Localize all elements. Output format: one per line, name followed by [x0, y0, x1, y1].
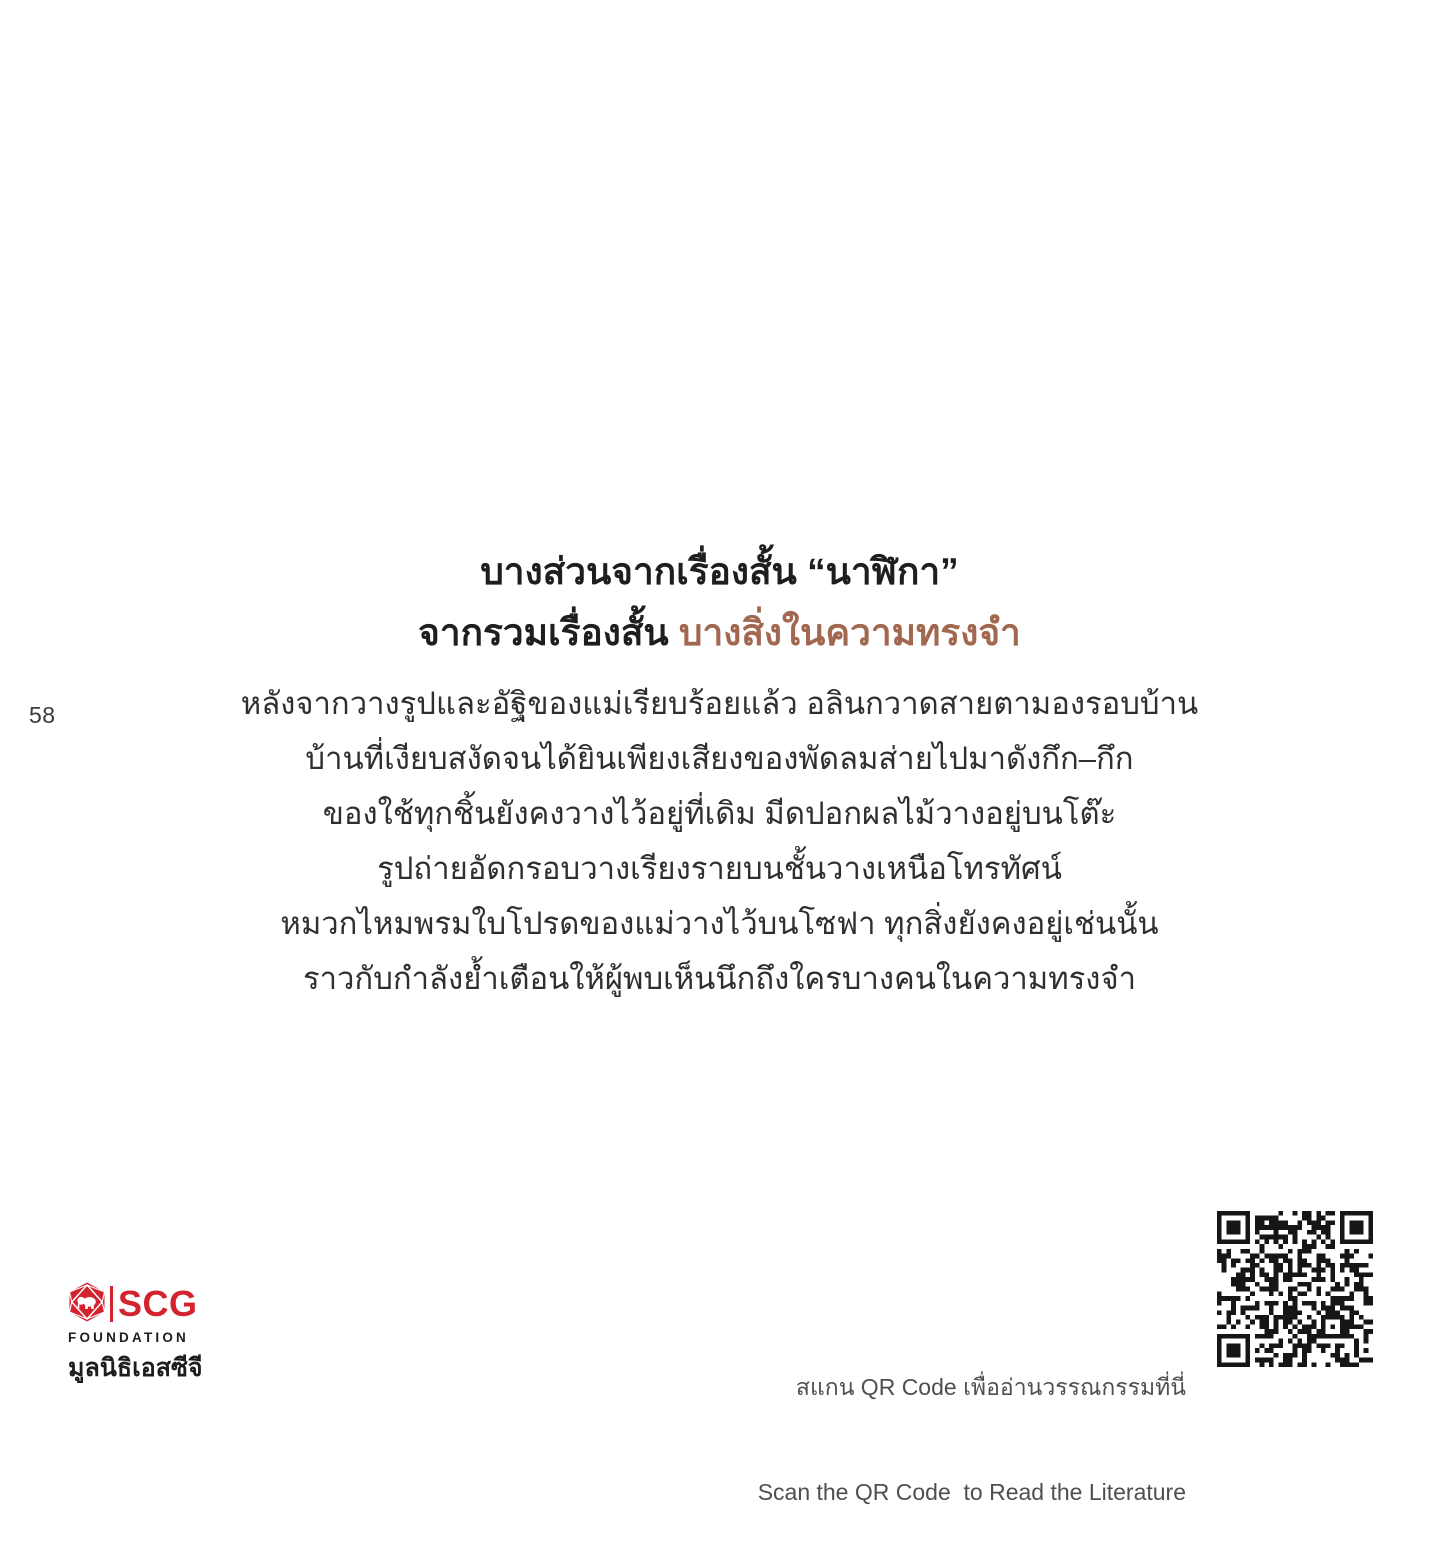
scg-foundation-logo — [68, 1284, 228, 1388]
title-book-name: บางสิ่งในความทรงจำ — [679, 612, 1021, 653]
qr-caption-english: Scan the QR Code to Read the Literature — [757, 1479, 1186, 1505]
logo-divider — [110, 1286, 113, 1322]
foundation-thai-name: มูลนิธิเอสซีจี — [68, 1354, 203, 1382]
title-line-2 — [0, 602, 1439, 663]
title-line-1: บางส่วนจากเรื่องสั้น “นาฬิกา” — [480, 551, 959, 592]
excerpt-line: หมวกไหมพรมใบโปรดของแม่วางไว้บนโซฟา ทุกสิ่งยังคงอยู่เช่นนั้น — [280, 906, 1159, 941]
qr-caption-thai: สแกน QR Code เพื่ออ่านวรรณกรรมที่นี่ — [795, 1374, 1186, 1400]
page-number: 58 — [29, 702, 56, 728]
excerpt-line: หลังจากวางรูปและอัฐิของแม่เรียบร้อยแล้ว อลินกวาดสายตามองรอบบ้าน — [240, 686, 1199, 721]
scg-wordmark: SCG — [118, 1283, 198, 1324]
excerpt-line: ของใช้ทุกชิ้นยังคงวางไว้อยู่ที่เดิม มีดปอกผลไม้วางอยู่บนโต๊ะ — [322, 796, 1117, 831]
excerpt-paragraph — [0, 676, 1439, 1006]
excerpt-line: รูปถ่ายอัดกรอบวางเรียงรายบนชั้นวางเหนือโทรทัศน์ — [377, 851, 1062, 886]
excerpt-line: ราวกับกำลังย้ำเตือนให้ผู้พบเห็นนึกถึงใครบางคนในความทรงจำ — [302, 961, 1137, 996]
scg-elephant-hexagon-icon — [68, 1282, 106, 1327]
title-line-2-prefix: จากรวมเรื่องสั้น — [418, 612, 680, 653]
qr-code-icon — [1217, 1211, 1373, 1367]
foundation-label: FOUNDATION — [68, 1330, 189, 1345]
excerpt-title — [0, 541, 1439, 663]
excerpt-line: บ้านที่เงียบสงัดจนได้ยินเพียงเสียงของพัดลมส่ายไปมาดังกึก–กึก — [305, 741, 1134, 776]
qr-caption-block — [758, 1300, 1186, 1545]
